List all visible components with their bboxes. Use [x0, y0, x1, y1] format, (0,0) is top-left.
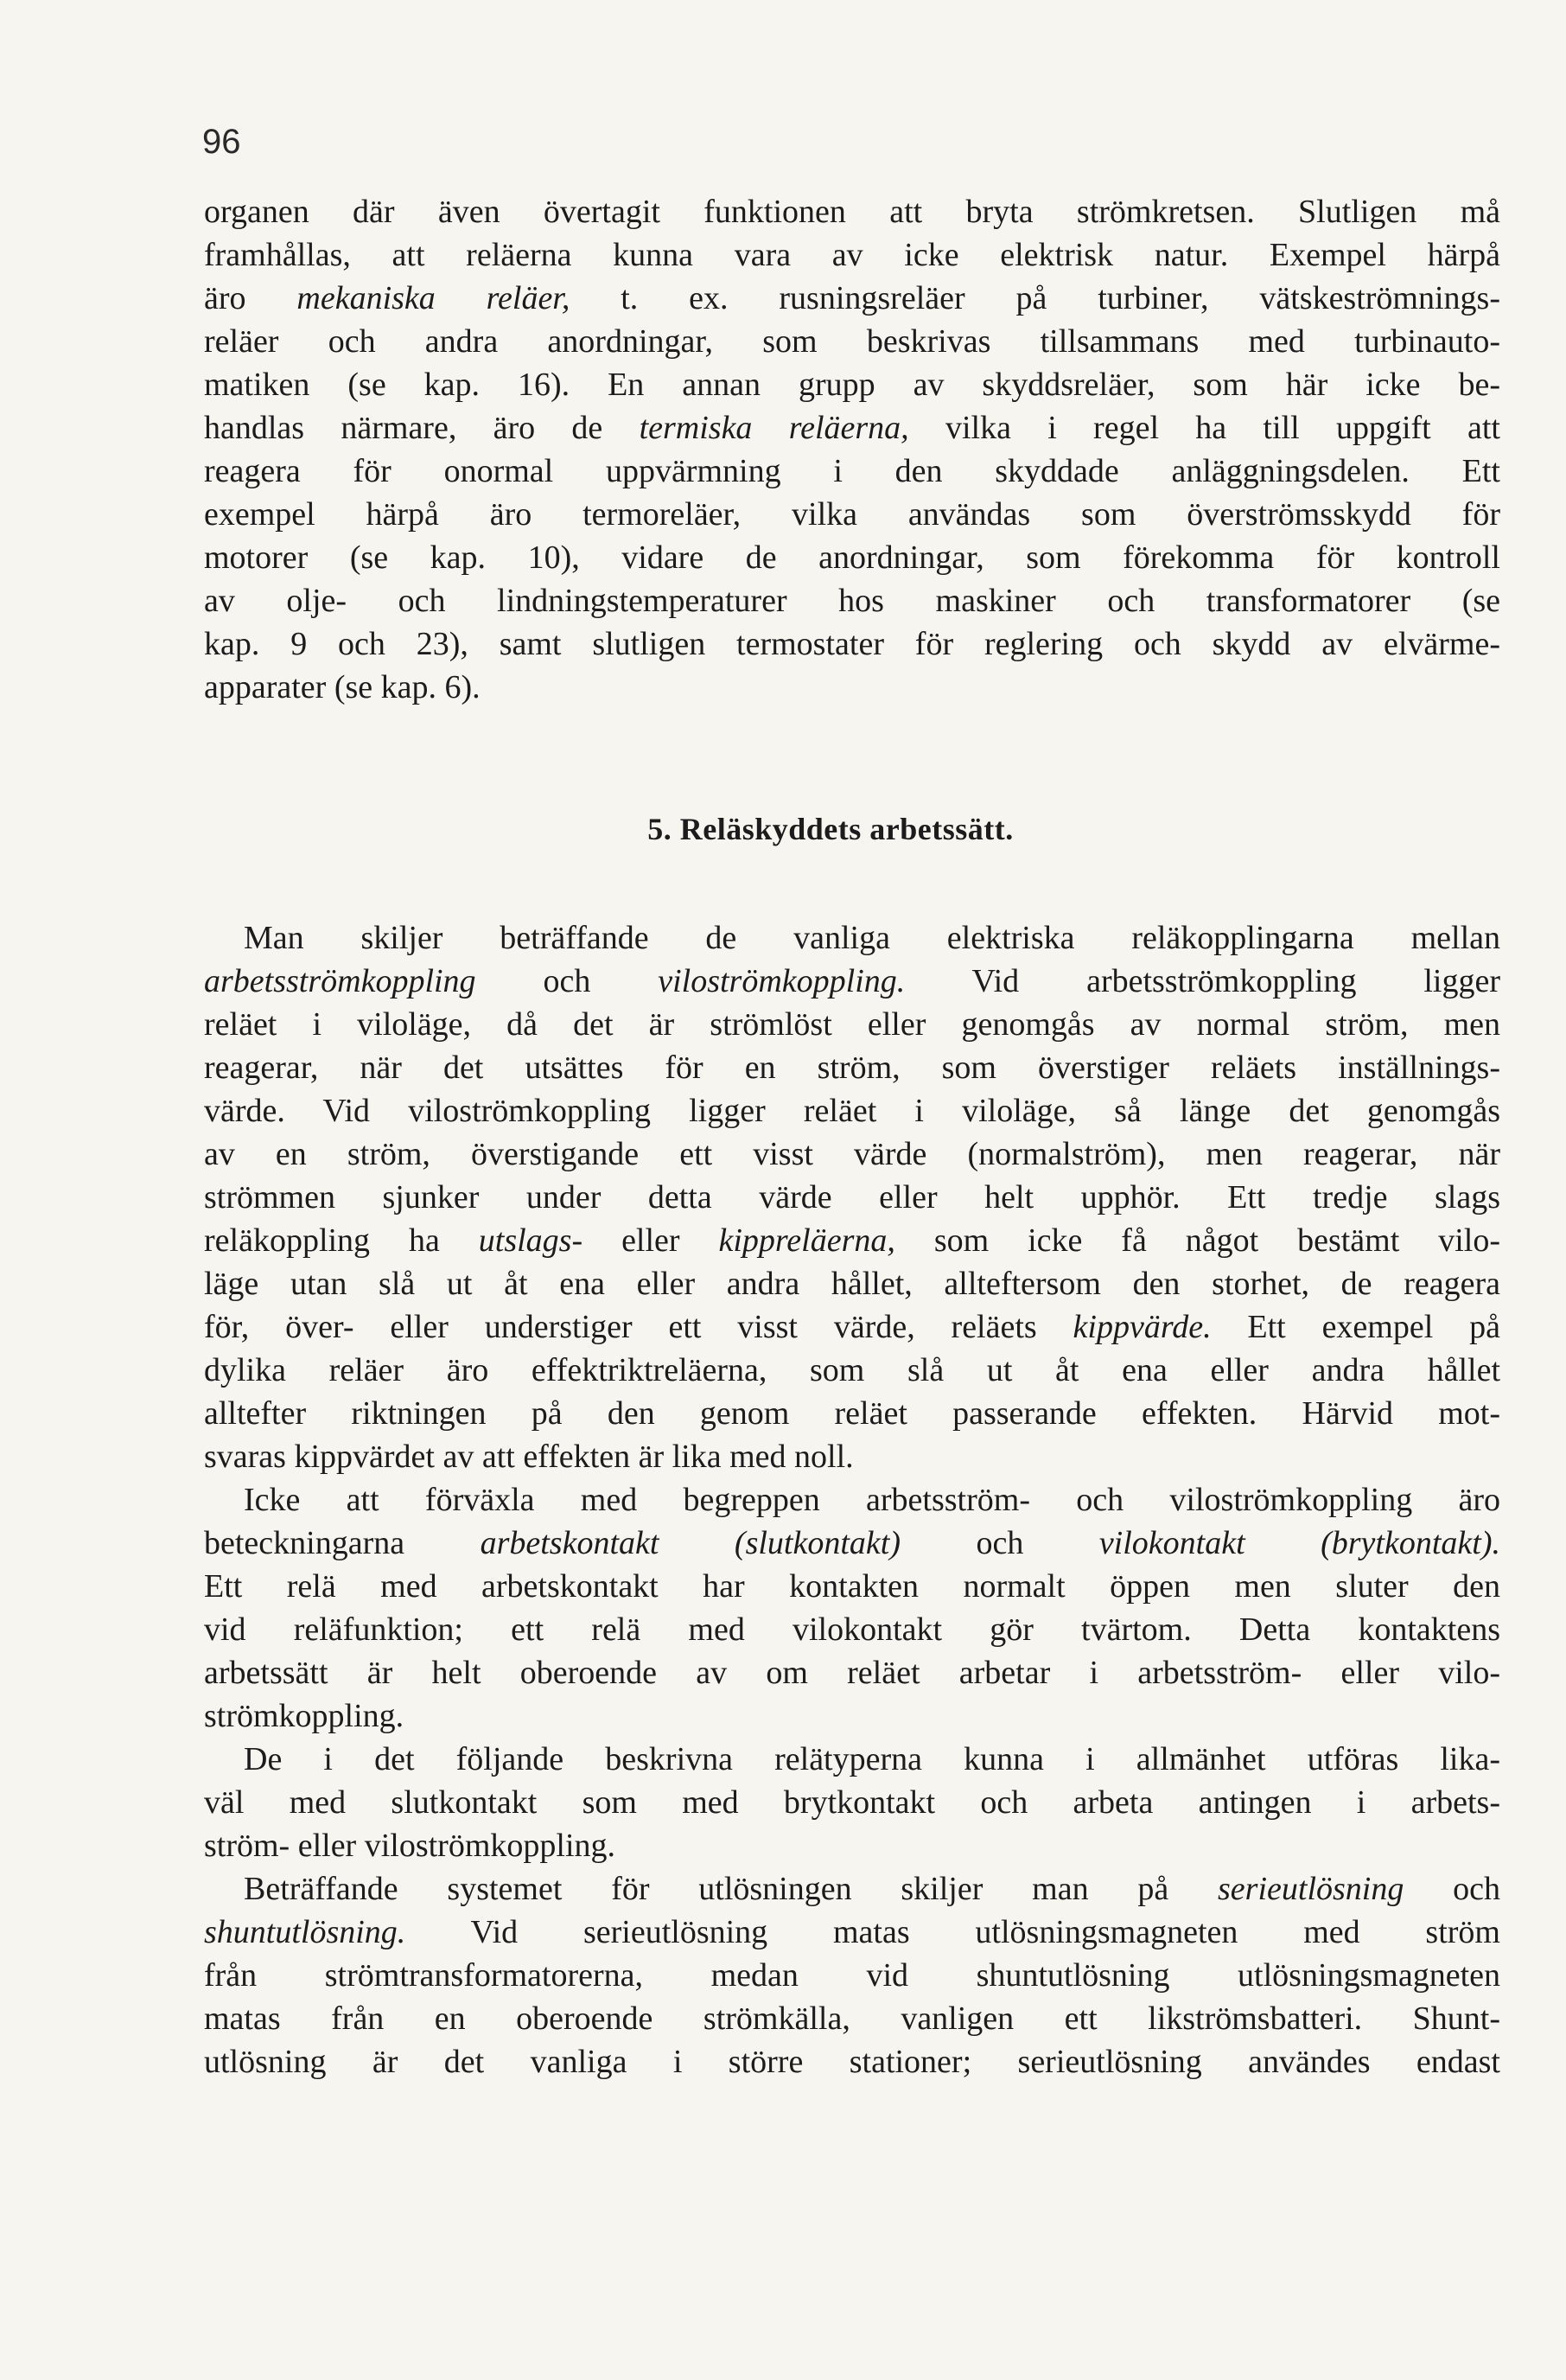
section-title: Reläskyddets arbetssätt.	[679, 812, 1014, 846]
section-number: 5.	[647, 812, 672, 846]
emphasized-term: termiska reläerna,	[639, 410, 909, 446]
text-line: av olje- och lindningstemperaturer hos maskiner och transformatorer (se	[204, 583, 1500, 619]
text-line: arbetsströmkoppling och viloströmkoppling. Vid arbetsströmkoppling ligger	[204, 963, 1501, 999]
emphasized-term: serieutlösning	[1218, 1871, 1404, 1907]
text-line: av en ström, överstigande ett visst värde (normalström), men reagerar, när	[204, 1136, 1500, 1172]
text-line: handlas närmare, äro de termiska reläerna, vilka i regel ha till uppgift att	[204, 410, 1500, 446]
emphasized-term: arbetskontakt (slutkontakt)	[480, 1525, 901, 1561]
text-line: shuntutlösning. Vid serieutlösning matas utlösningsmagneten med ström	[204, 1914, 1500, 1950]
text-line: apparater (se kap. 6).	[204, 669, 481, 705]
text-line: matiken (se kap. 16). En annan grupp av skyddsreläer, som här icke be-	[204, 367, 1500, 403]
text-line: strömkoppling.	[204, 1698, 404, 1734]
emphasized-term: utslags-	[478, 1222, 583, 1259]
text-line: Beträffande systemet för utlösningen skiljer man på serieutlösning och	[244, 1871, 1500, 1907]
text-line: arbetssätt är helt oberoende av om reläet arbetar i arbetsström- eller vilo-	[204, 1655, 1500, 1691]
text-line: reagera för onormal uppvärmning i den skyddade anläggningsdelen. Ett	[204, 453, 1500, 489]
text-line: strömmen sjunker under detta värde eller helt upphör. Ett tredje slags	[204, 1179, 1500, 1216]
text-line: Ett relä med arbetskontakt har kontakten normalt öppen men sluter den	[204, 1568, 1500, 1605]
text-line: matas från en oberoende strömkälla, vanligen ett likströmsbatteri. Shunt-	[204, 2000, 1500, 2037]
text-line: äro mekaniska reläer, t. ex. rusningsreläer på turbiner, vätskeströmnings-	[204, 280, 1500, 316]
emphasized-term: viloströmkoppling.	[658, 963, 906, 999]
text-line: motorer (se kap. 10), vidare de anordningar, som förekomma för kontroll	[204, 539, 1500, 576]
text-line: De i det följande beskrivna relätyperna kunna i allmänhet utföras lika-	[244, 1741, 1500, 1777]
emphasized-term: kippvärde.	[1073, 1309, 1212, 1345]
text-line: reagerar, när det utsättes för en ström, som överstiger reläets inställnings-	[204, 1050, 1500, 1086]
text-line: svaras kippvärdet av att effekten är lika med noll.	[204, 1439, 854, 1475]
text-line: reläer och andra anordningar, som beskrivas tillsammans med turbinauto-	[204, 323, 1500, 360]
text-line: framhållas, att reläerna kunna vara av icke elektrisk natur. Exempel härpå	[204, 237, 1500, 273]
text-line: läge utan slå ut åt ena eller andra hållet, allteftersom den storhet, de reagera	[204, 1266, 1500, 1302]
text-line: alltefter riktningen på den genom reläet passerande effekten. Härvid mot-	[204, 1395, 1500, 1432]
text-line: vid reläfunktion; ett relä med vilokontakt gör tvärtom. Detta kontaktens	[204, 1611, 1500, 1648]
text-line: kap. 9 och 23), samt slutligen termostater för reglering och skydd av elvärme-	[204, 626, 1500, 662]
text-line: ström- eller viloströmkoppling.	[204, 1828, 616, 1864]
emphasized-term: mekaniska reläer,	[296, 280, 570, 316]
emphasized-term: vilokontakt (brytkontakt).	[1098, 1525, 1500, 1561]
text-line: dylika reläer äro effektriktreläerna, som slå ut åt ena eller andra hållet	[204, 1352, 1500, 1388]
text-line: för, över- eller understiger ett visst värde, reläets kippvärde. Ett exempel på	[204, 1309, 1500, 1345]
text-line: väl med slutkontakt som med brytkontakt och arbeta antingen i arbets-	[204, 1784, 1500, 1821]
section-heading	[0, 808, 1566, 850]
text-line: utlösning är det vanliga i större stationer; serieutlösning användes endast	[204, 2044, 1500, 2080]
text-line: reläet i viloläge, då det är strömlöst eller genomgås av normal ström, men	[204, 1006, 1500, 1043]
paragraph-relay-operation	[204, 916, 1500, 2083]
emphasized-term: kippreläerna,	[718, 1222, 895, 1259]
text-line: värde. Vid viloströmkoppling ligger reläet i viloläge, så länge det genomgås	[204, 1093, 1500, 1129]
text-line: exempel härpå äro termoreläer, vilka användas som överströmsskydd för	[204, 496, 1500, 533]
text-line: Icke att förväxla med begreppen arbetsström- och viloströmkoppling äro	[244, 1482, 1500, 1518]
text-line: Man skiljer beträffande de vanliga elektriska reläkopplingarna mellan	[244, 920, 1500, 956]
paragraph-relay-types	[204, 190, 1500, 709]
text-line: från strömtransformatorerna, medan vid shuntutlösning utlösningsmagneten	[204, 1957, 1500, 1994]
page-number: 96	[202, 123, 241, 161]
text-line: organen där även övertagit funktionen att bryta strömkretsen. Slutligen må	[204, 194, 1500, 230]
emphasized-term: arbetsströmkoppling	[204, 963, 476, 999]
text-line: beteckningarna arbetskontakt (slutkontakt) och vilokontakt (brytkontakt).	[204, 1525, 1500, 1561]
emphasized-term: shuntutlösning.	[204, 1914, 406, 1950]
text-line: reläkoppling ha utslags- eller kippreläerna, som icke få något bestämt vilo-	[204, 1222, 1500, 1259]
